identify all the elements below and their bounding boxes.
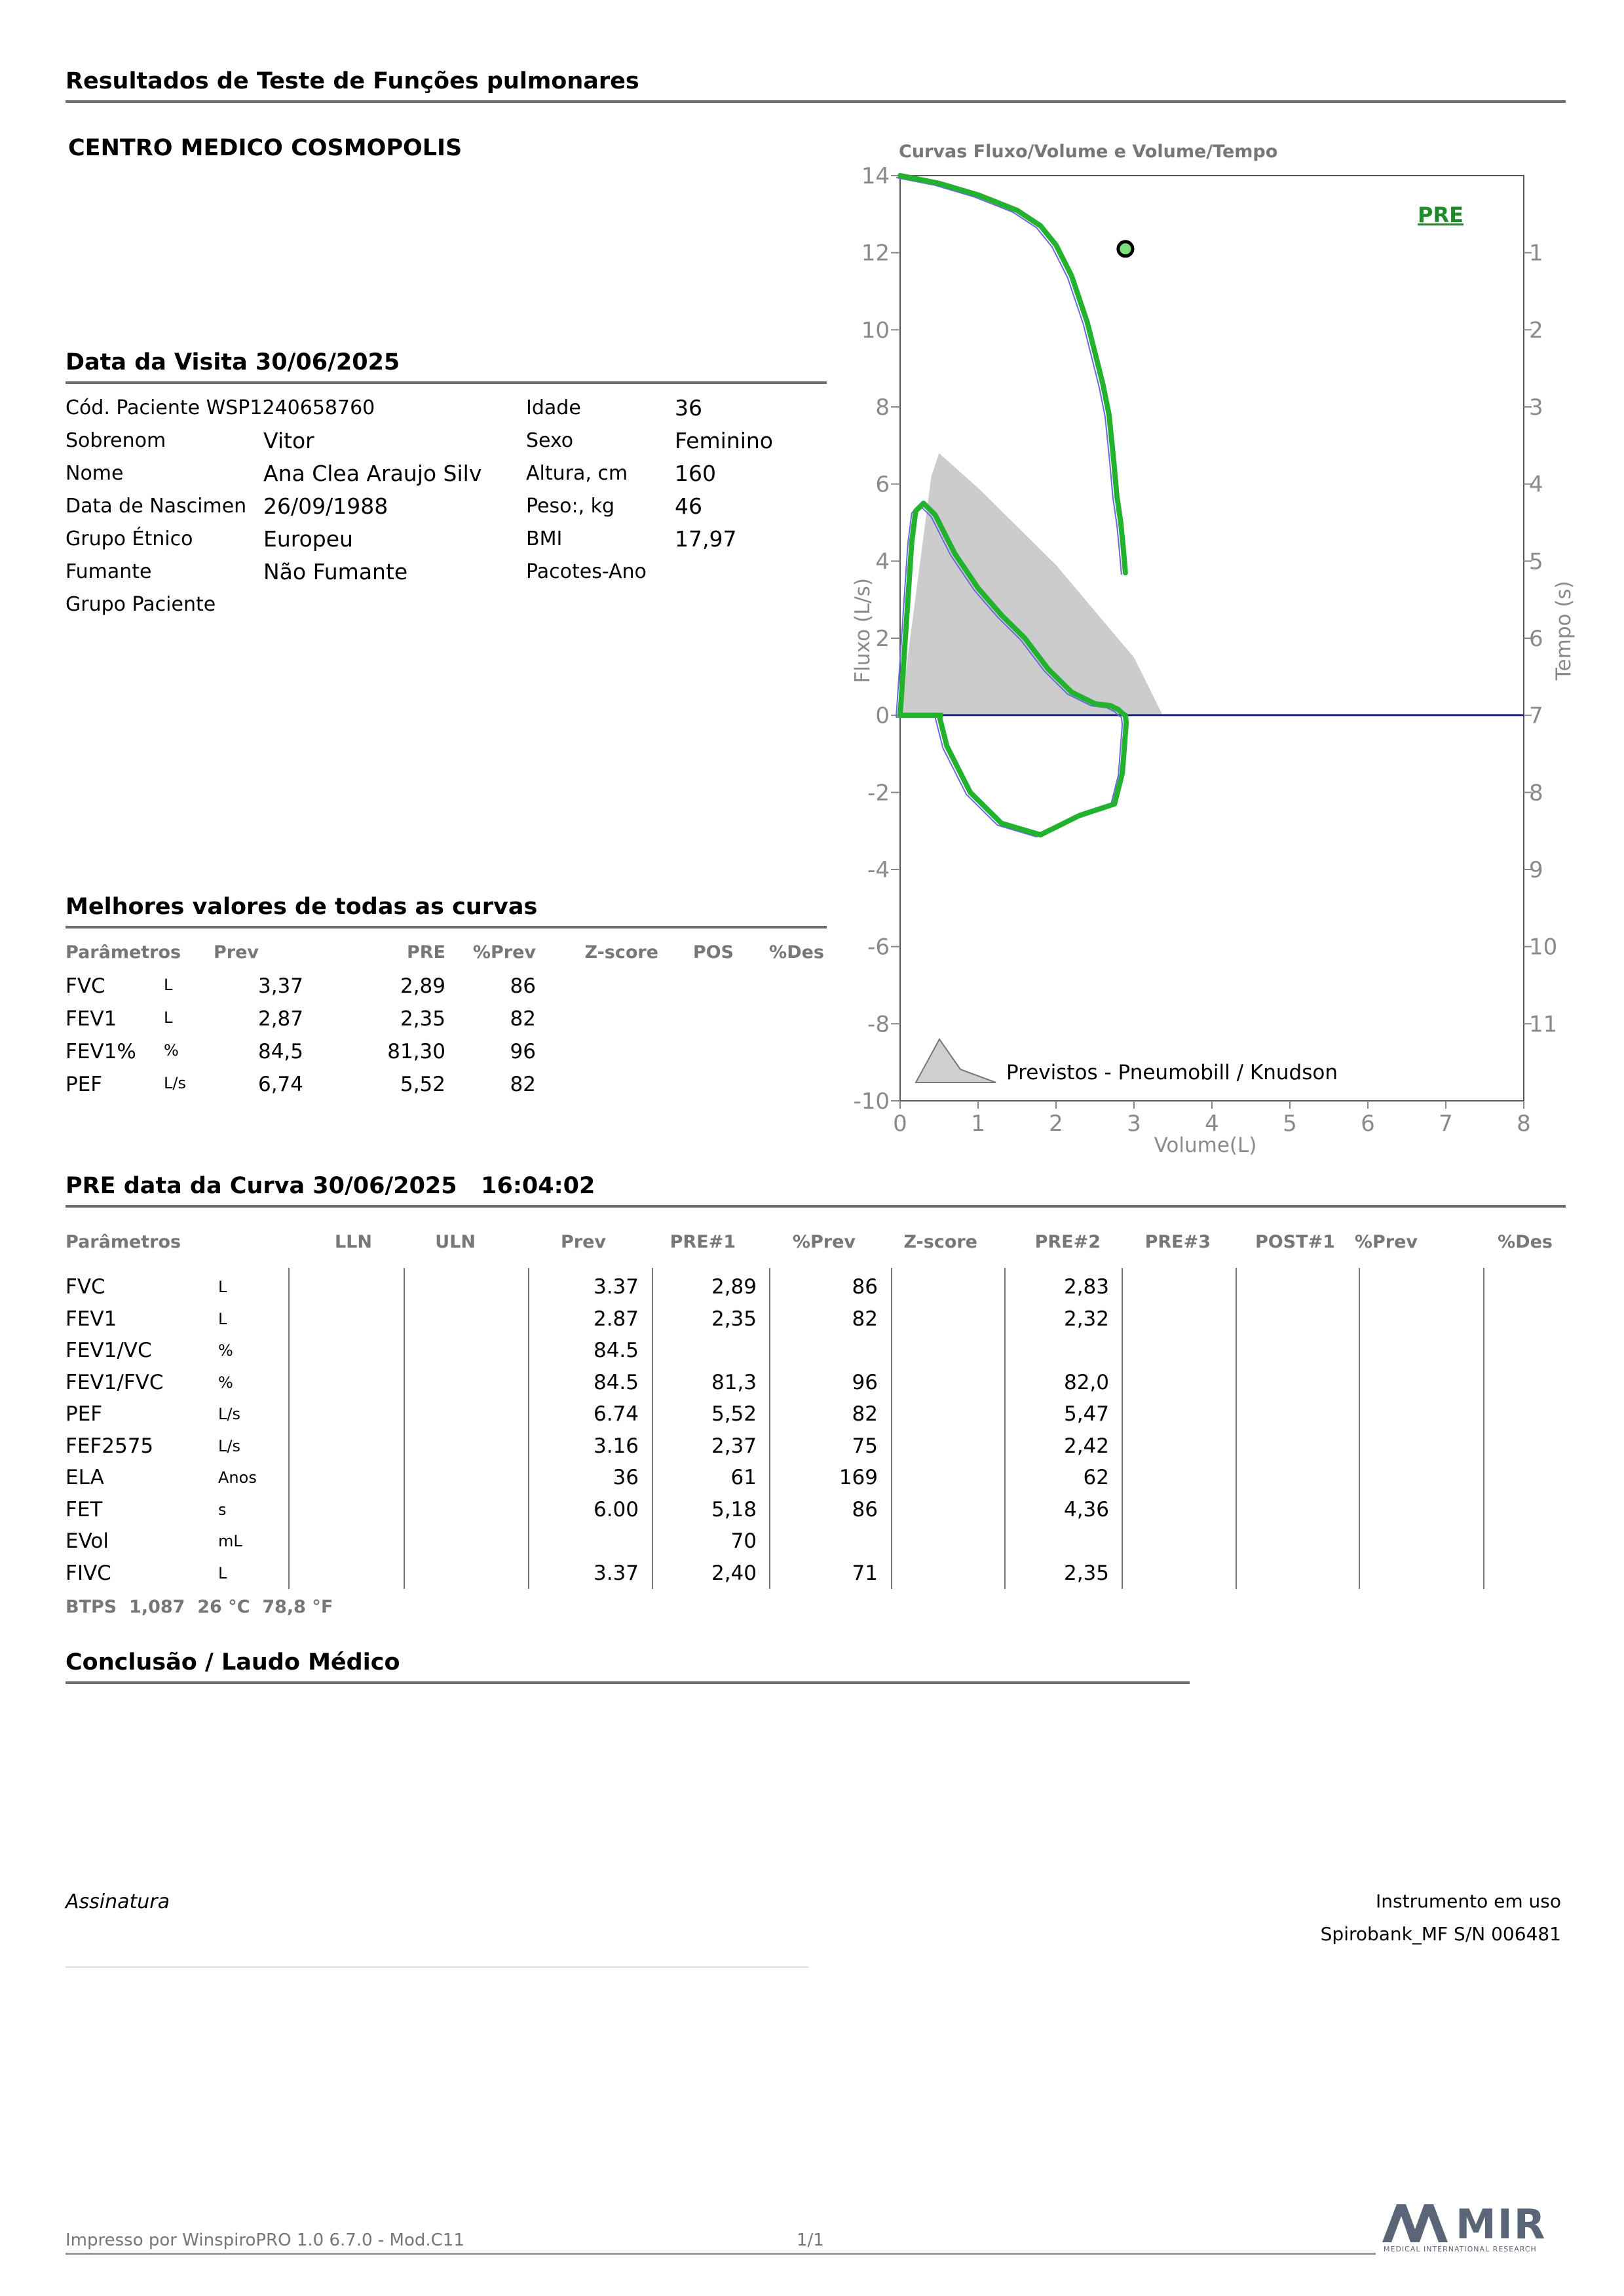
curve-pprev: 82: [852, 1307, 878, 1331]
patient-field-label: Fumante: [66, 560, 152, 583]
patient-field-label: Peso:, kg: [526, 495, 615, 518]
y-tick-label: 2: [875, 626, 890, 652]
best-values-column-header: %Des: [769, 942, 824, 963]
best-values-unit: L/s: [164, 1074, 186, 1092]
column-gridline: [652, 1268, 653, 1589]
end-marker: [1118, 242, 1133, 256]
instrument-label: Instrumento em uso: [1376, 1890, 1561, 1912]
curve-column-header: PRE#3: [1144, 1232, 1211, 1252]
patient-field-value: 17,97: [675, 526, 737, 552]
curve-column-header: %Prev: [1354, 1232, 1418, 1252]
curve-column-header: Z-score: [903, 1232, 977, 1252]
predicted-legend-label: Previstos - Pneumobill / Knudson: [1006, 1061, 1338, 1084]
best-values-column-header: Prev: [213, 942, 259, 963]
page-number: 1/1: [797, 2230, 824, 2250]
patient-field-value: 160: [675, 461, 716, 486]
report-title: Resultados de Teste de Funções pulmonares: [66, 68, 639, 94]
best-values-pprev: 96: [510, 1040, 536, 1063]
curve-pre2: 2,32: [1063, 1307, 1109, 1331]
column-gridline: [1122, 1268, 1123, 1589]
column-gridline: [404, 1268, 405, 1589]
curve-column-header: Parâmetros: [66, 1232, 181, 1252]
curve-pre1: 2,40: [711, 1561, 757, 1585]
btps-info: BTPS 1,087 26 °C 78,8 °F: [66, 1597, 333, 1617]
patient-field-label: Idade: [526, 396, 581, 419]
chart-title: Curvas Fluxo/Volume e Volume/Tempo: [899, 142, 1278, 162]
patient-field-value: Ana Clea Araujo Silv: [263, 461, 482, 486]
y-tick-label: -10: [853, 1088, 890, 1115]
best-values-column-header: Parâmetros: [66, 942, 181, 963]
best-values-divider: [66, 926, 827, 928]
x-axis-label: Volume(L): [1154, 1134, 1257, 1157]
y-tick-label: 4: [875, 548, 890, 575]
best-values-pprev: 86: [510, 974, 536, 998]
patient-field-value: Feminino: [675, 428, 773, 453]
flow-volume-chart: [832, 157, 1585, 1166]
curve-column-header: LLN: [334, 1232, 372, 1252]
best-values-pprev: 82: [510, 1007, 536, 1031]
patient-field-label: Sobrenom: [66, 429, 166, 452]
y2-tick-label: 5: [1529, 548, 1543, 575]
patient-field-label: BMI: [526, 527, 563, 550]
y2-tick-label: 6: [1529, 626, 1543, 652]
curve-pre2: 2,83: [1063, 1275, 1109, 1299]
y2-tick-label: 1: [1529, 240, 1543, 267]
best-values-prev: 84,5: [257, 1040, 303, 1063]
column-gridline: [1483, 1268, 1484, 1589]
curve-unit: mL: [218, 1532, 242, 1550]
curve-unit: %: [218, 1373, 233, 1392]
curve-heading: PRE data da Curva 30/06/2025 16:04:02: [66, 1173, 595, 1199]
center-name: CENTRO MEDICO COSMOPOLIS: [68, 135, 463, 161]
curve-pprev: 86: [852, 1275, 878, 1299]
y-tick-label: 0: [875, 702, 890, 729]
predicted-legend-icon: [916, 1039, 996, 1082]
conclusion-divider: [66, 1681, 1190, 1684]
best-values-heading: Melhores valores de todas as curvas: [66, 894, 538, 920]
best-values-prev: 3,37: [257, 974, 303, 998]
y2-tick-label: 4: [1529, 471, 1543, 498]
x-tick-label: 7: [1439, 1111, 1453, 1137]
patient-field-value: 46: [675, 493, 702, 519]
best-values-pre: 5,52: [400, 1073, 445, 1096]
curve-param: FEV1/VC: [66, 1339, 152, 1362]
curve-prev: 3.16: [593, 1434, 639, 1458]
best-values-column-header: POS: [692, 942, 734, 963]
y2-tick-label: 2: [1529, 317, 1543, 344]
curve-unit: s: [218, 1500, 227, 1519]
curve-unit: Anos: [218, 1468, 257, 1487]
x-tick-label: 0: [893, 1111, 907, 1137]
curve-param: ELA: [66, 1466, 104, 1489]
curve-pre2: 62: [1083, 1466, 1109, 1489]
x-tick-label: 5: [1283, 1111, 1297, 1137]
instrument-device: Spirobank_MF S/N 006481: [1320, 1923, 1561, 1945]
x-tick-label: 4: [1205, 1111, 1219, 1137]
column-gridline: [1236, 1268, 1237, 1589]
curve-unit: L/s: [218, 1405, 240, 1423]
best-values-pre: 81,30: [387, 1040, 445, 1063]
curve-pprev: 169: [839, 1466, 878, 1489]
curve-pprev: 75: [852, 1434, 878, 1458]
best-values-pre: 2,89: [400, 974, 445, 998]
patient-field-label: Data de Nascimen: [66, 495, 247, 518]
y-tick-label: -4: [867, 857, 890, 883]
best-values-unit: %: [164, 1041, 179, 1060]
curve-prev: 84.5: [593, 1339, 639, 1362]
legend-pre: PRE: [1418, 202, 1463, 227]
curve-divider: [66, 1205, 1566, 1208]
curve-pre2: 2,42: [1063, 1434, 1109, 1458]
best-values-column-header: %Prev: [472, 942, 536, 963]
y-axis-label: Fluxo (L/s): [851, 578, 875, 683]
curve-prev: 84.5: [593, 1370, 639, 1394]
x-tick-label: 8: [1517, 1111, 1531, 1137]
mir-logo-mark: [1382, 2204, 1454, 2242]
y2-tick-label: 10: [1529, 934, 1558, 961]
y-tick-label: -2: [867, 780, 890, 807]
curve-pre1: 61: [730, 1466, 757, 1489]
patient-field-label: Cód. Paciente WSP1240658760: [66, 396, 375, 419]
curve-param: FIVC: [66, 1561, 111, 1585]
curve-pre1: 70: [730, 1529, 757, 1553]
curve-pre1: 2,35: [711, 1307, 757, 1331]
curve-column-header: ULN: [435, 1232, 476, 1252]
signature-line: [66, 1966, 808, 1968]
curve-pre1: 2,89: [711, 1275, 757, 1299]
curve-column-header: PRE#1: [670, 1232, 736, 1252]
x-tick-label: 2: [1049, 1111, 1063, 1137]
patient-field-label: Grupo Paciente: [66, 593, 216, 616]
curve-inspiratria: [900, 716, 1126, 835]
column-gridline: [288, 1268, 290, 1589]
curve-prev: 6.00: [593, 1497, 639, 1521]
curve-param: PEF: [66, 1402, 103, 1426]
printed-by: Impresso por WinspiroPRO 1.0 6.7.0 - Mod.C11: [66, 2230, 464, 2250]
curve-unit: L: [218, 1309, 227, 1328]
curve-pre2: 2,35: [1063, 1561, 1109, 1585]
visit-heading: Data da Visita 30/06/2025: [66, 349, 400, 375]
y-tick-label: 10: [861, 317, 890, 344]
curve-prev: 3.37: [593, 1275, 639, 1299]
y-tick-label: 14: [861, 163, 890, 189]
best-values-param: PEF: [66, 1073, 103, 1096]
curve-pprev: 96: [852, 1370, 878, 1394]
x-tick-label: 3: [1127, 1111, 1141, 1137]
footer-divider: [66, 2253, 1376, 2255]
y2-axis-label: Tempo (s): [1552, 581, 1576, 681]
curve-unit: L: [218, 1278, 227, 1296]
signature-label: Assinatura: [66, 1890, 170, 1913]
best-values-prev: 6,74: [257, 1073, 303, 1096]
patient-field-label: Sexo: [526, 429, 574, 452]
curve-pre1: 5,52: [711, 1402, 757, 1426]
column-gridline: [1004, 1268, 1006, 1589]
curve-param: FET: [66, 1497, 103, 1521]
best-values-unit: L: [164, 1008, 173, 1027]
curve-column-header: Prev: [560, 1232, 606, 1252]
y2-tick-label: 9: [1529, 857, 1543, 883]
y-tick-label: -6: [867, 934, 890, 961]
y-tick-label: 12: [861, 240, 890, 267]
patient-field-label: Altura, cm: [526, 462, 628, 485]
best-values-pprev: 82: [510, 1073, 536, 1096]
mir-logo-subtitle: MEDICAL INTERNATIONAL RESEARCH: [1384, 2245, 1537, 2253]
column-gridline: [528, 1268, 529, 1589]
curve-pre2: 5,47: [1063, 1402, 1109, 1426]
column-gridline: [891, 1268, 892, 1589]
curve-prev: 3.37: [593, 1561, 639, 1585]
patient-field-value: 36: [675, 395, 702, 421]
curve-prev: 36: [613, 1466, 639, 1489]
curve-column-header: %Prev: [792, 1232, 856, 1252]
patient-field-label: Pacotes-Ano: [526, 560, 647, 583]
column-gridline: [769, 1268, 770, 1589]
curve-pprev: 86: [852, 1497, 878, 1521]
y-tick-label: 6: [875, 471, 890, 498]
best-values-column-header: Z-score: [584, 942, 658, 963]
y2-tick-label: 3: [1529, 394, 1543, 421]
patient-field-value: 26/09/1988: [263, 493, 388, 519]
column-gridline: [1359, 1268, 1360, 1589]
y2-tick-label: 11: [1529, 1011, 1558, 1038]
curve-unit: %: [218, 1341, 233, 1360]
best-values-unit: L: [164, 976, 173, 994]
best-values-column-header: PRE: [406, 942, 445, 963]
curve-param: FVC: [66, 1275, 105, 1299]
patient-field-value: Vitor: [263, 428, 314, 453]
curve-pre2: 4,36: [1063, 1497, 1109, 1521]
curve-column-header: %Des: [1498, 1232, 1553, 1252]
visit-divider: [66, 381, 827, 384]
mir-logo-text: MIR: [1456, 2200, 1547, 2248]
curve-pre1: 2,37: [711, 1434, 757, 1458]
curve-unit: L/s: [218, 1436, 240, 1455]
x-tick-label: 1: [971, 1111, 985, 1137]
patient-field-value: Europeu: [263, 526, 353, 552]
x-tick-label: 6: [1361, 1111, 1375, 1137]
curve-prev: 2.87: [593, 1307, 639, 1331]
best-values-param: FVC: [66, 974, 105, 998]
curve-column-header: PRE#2: [1034, 1232, 1101, 1252]
curve-pprev: 71: [852, 1561, 878, 1585]
patient-field-label: Nome: [66, 462, 124, 485]
curve-pre2: 82,0: [1063, 1370, 1109, 1394]
y2-tick-label: 8: [1529, 780, 1543, 807]
best-values-param: FEV1: [66, 1007, 117, 1031]
curve-param: EVol: [66, 1529, 109, 1553]
y-tick-label: 8: [875, 394, 890, 421]
best-values-prev: 2,87: [257, 1007, 303, 1031]
curve-unit: L: [218, 1563, 227, 1582]
curve-param: FEV1/FVC: [66, 1370, 164, 1394]
curve-pre1: 5,18: [711, 1497, 757, 1521]
patient-field-label: Grupo Étnico: [66, 527, 193, 550]
curve-thin-inspiratria: [896, 718, 1122, 837]
curve-param: FEV1: [66, 1307, 117, 1331]
curve-param: FEF2575: [66, 1434, 154, 1458]
curve-column-header: POST#1: [1255, 1232, 1335, 1252]
patient-field-value: Não Fumante: [263, 559, 408, 584]
y2-tick-label: 7: [1529, 702, 1543, 729]
best-values-param: FEV1%: [66, 1040, 136, 1063]
y-tick-label: -8: [867, 1011, 890, 1038]
predicted-area: [900, 453, 1163, 716]
best-values-pre: 2,35: [400, 1007, 445, 1031]
curve-pprev: 82: [852, 1402, 878, 1426]
curve-pre1: 81,3: [711, 1370, 757, 1394]
conclusion-heading: Conclusão / Laudo Médico: [66, 1649, 400, 1675]
header-divider: [66, 100, 1566, 103]
curve-prev: 6.74: [593, 1402, 639, 1426]
